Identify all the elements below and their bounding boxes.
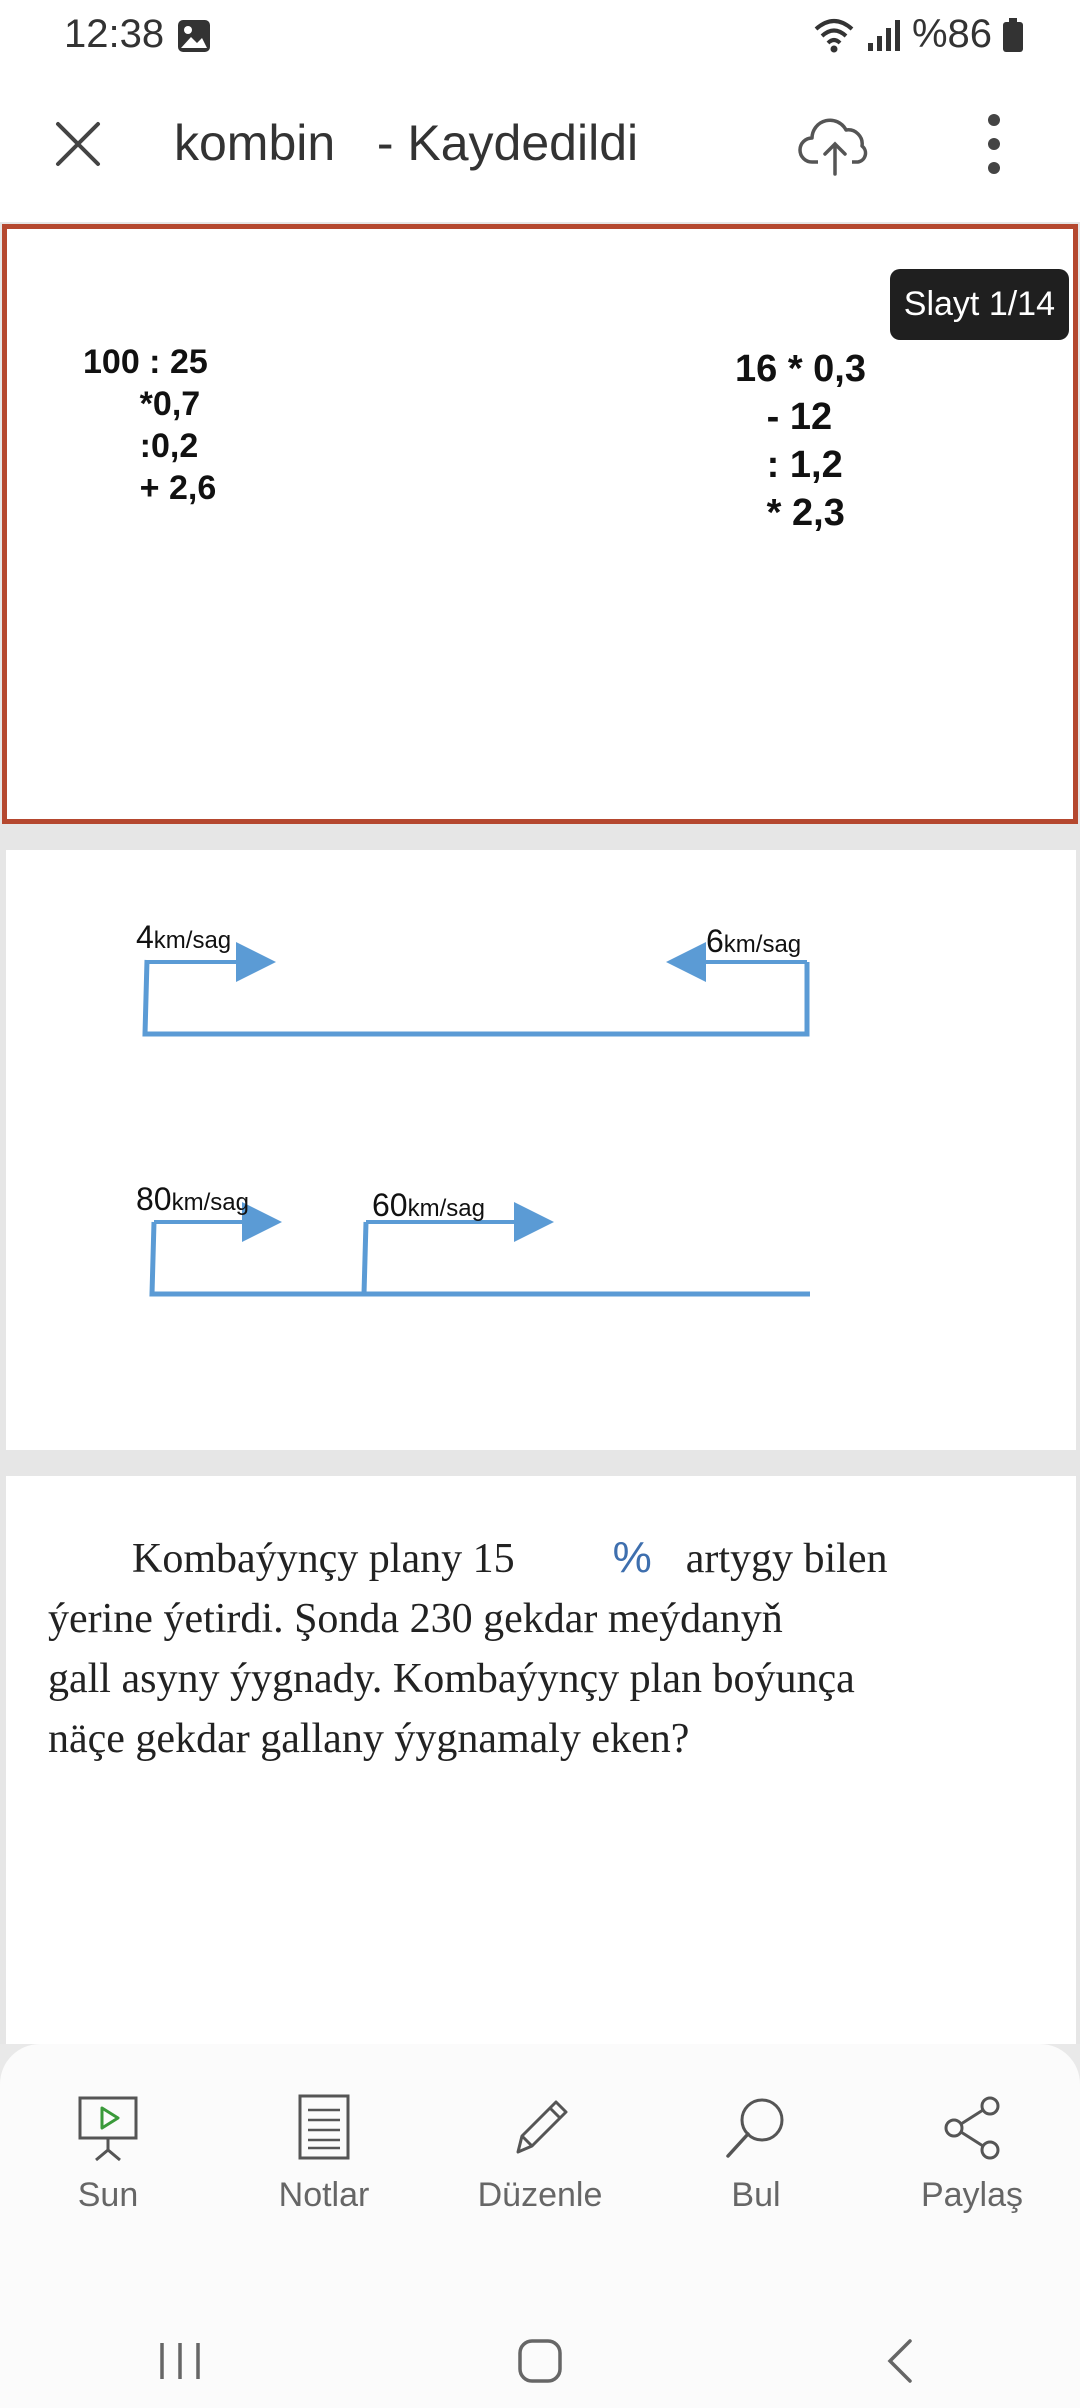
math-line: 16 * 0,3 <box>735 348 866 390</box>
find-button[interactable] <box>666 2092 846 2232</box>
slide-viewer[interactable] <box>0 222 1080 2044</box>
diagram-track-2 <box>152 1222 810 1294</box>
system-nav-bar <box>0 2314 1080 2408</box>
share-label: Paylaş <box>920 2176 1024 2214</box>
problem-line-1 <box>48 1528 1048 1589</box>
problem-line-2: ýerine ýetirdi. Şonda 230 gekdar meýdanyň <box>48 1596 783 1642</box>
cloud-upload-button[interactable] <box>796 104 876 184</box>
math-expression-left <box>83 341 216 509</box>
word-problem <box>48 1528 1048 1769</box>
status-time: 12:38 <box>64 12 165 56</box>
presentation-icon <box>72 2092 144 2164</box>
back-icon <box>882 2337 918 2385</box>
slide-thumbnail-2[interactable] <box>6 850 1076 1450</box>
status-indicators <box>812 12 1024 57</box>
close-icon <box>54 120 102 168</box>
more-vertical-icon <box>962 108 1026 180</box>
gallery-icon <box>176 18 212 54</box>
problem-line-4: näçe gekdar gallany ýygnamaly eken? <box>48 1716 690 1762</box>
speed-unit: km/sag <box>723 931 802 958</box>
speed-label <box>136 919 231 955</box>
document-title[interactable]: kombin - Kaydedildi <box>174 115 639 171</box>
diagram-marker-2 <box>364 1222 366 1294</box>
speed-label <box>136 1181 249 1217</box>
app-bar <box>0 80 1080 222</box>
recent-apps-button[interactable] <box>110 2321 250 2401</box>
percent-symbol: % <box>612 1533 652 1582</box>
search-icon <box>720 2092 792 2164</box>
back-button[interactable] <box>830 2321 970 2401</box>
share-button[interactable] <box>882 2092 1062 2232</box>
slide-thumbnail-1[interactable] <box>2 224 1078 824</box>
math-expression-right <box>735 345 866 537</box>
wifi-icon <box>812 15 856 55</box>
speed-label <box>706 923 801 959</box>
problem-line-3: gall asyny ýygnady. Kombaýynçy plan boýunça <box>48 1656 855 1702</box>
battery-icon <box>1002 17 1024 53</box>
status-bar <box>0 0 1080 80</box>
speed-value: 6 <box>706 923 724 959</box>
problem-text-part: artygy bilen <box>685 1536 888 1582</box>
math-line: *0,7 <box>83 385 201 423</box>
math-line: - 12 <box>735 396 833 438</box>
more-options-button[interactable] <box>962 108 1026 180</box>
math-line: :0,2 <box>83 427 199 465</box>
edit-label: Düzenle <box>477 2176 603 2214</box>
speed-unit: km/sag <box>171 1189 249 1216</box>
pencil-icon <box>504 2092 576 2164</box>
cloud-upload-icon <box>796 104 876 184</box>
speed-unit: km/sag <box>153 927 232 954</box>
speed-value: 4 <box>136 919 154 955</box>
speed-unit: km/sag <box>407 1195 485 1222</box>
bottom-bar <box>0 2044 1080 2408</box>
math-line: * 2,3 <box>735 492 845 534</box>
slide-counter: Slayt 1/14 <box>890 269 1069 340</box>
present-label: Sun <box>77 2176 139 2214</box>
present-button[interactable] <box>18 2092 198 2232</box>
speed-value: 60 <box>372 1187 408 1223</box>
bottom-toolbar <box>0 2092 1080 2232</box>
find-label: Bul <box>731 2176 781 2214</box>
slide-thumbnail-3[interactable] <box>6 1476 1076 2044</box>
signal-icon <box>866 17 902 53</box>
motion-diagram <box>6 850 1076 1450</box>
edit-button[interactable] <box>450 2092 630 2232</box>
close-button[interactable] <box>46 112 110 176</box>
battery-percent: %86 <box>911 12 992 56</box>
math-line: : 1,2 <box>735 444 843 486</box>
diagram-track-1 <box>145 960 807 1034</box>
share-icon <box>936 2092 1008 2164</box>
problem-text-part: Kombaýynçy plany 15 <box>48 1536 515 1582</box>
speed-value: 80 <box>136 1181 172 1217</box>
notes-icon <box>288 2092 360 2164</box>
notes-label: Notlar <box>278 2176 370 2214</box>
speed-label <box>372 1187 485 1223</box>
math-line: + 2,6 <box>83 469 217 507</box>
notes-button[interactable] <box>234 2092 414 2232</box>
math-line: 100 : 25 <box>83 343 208 381</box>
home-button[interactable] <box>470 2321 610 2401</box>
home-icon <box>516 2337 564 2385</box>
recent-apps-icon <box>156 2339 204 2383</box>
